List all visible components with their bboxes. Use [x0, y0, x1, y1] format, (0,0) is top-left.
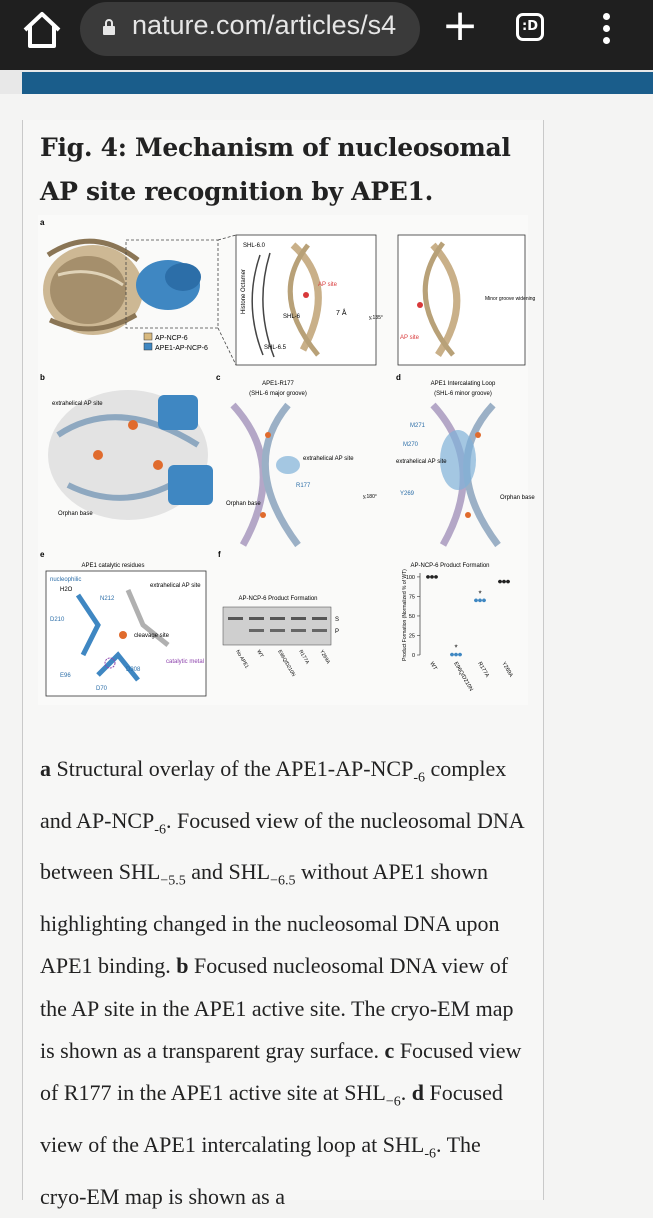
- home-icon: [21, 10, 63, 50]
- chart-point: [478, 599, 482, 603]
- panel-c-letter: c: [216, 373, 221, 382]
- caption-b-label: b: [176, 953, 189, 979]
- gel-band-product: [249, 629, 264, 632]
- chart-point: [458, 653, 462, 657]
- chart-y-tick-label: 100: [405, 574, 415, 581]
- chart-y-tick-label: 50: [408, 613, 415, 620]
- gel-lane-label: WT: [255, 649, 265, 659]
- caption-a-text4: and SHL: [185, 859, 271, 885]
- figure-caption: [40, 748, 530, 1218]
- panel-a-label-apsite-2: AP site: [400, 335, 419, 341]
- chart-significance: *: [454, 643, 458, 653]
- chart-point: [434, 575, 438, 579]
- gel-lane-label: Y269A: [318, 649, 331, 666]
- chart-category-label: E96Q/D210N: [452, 661, 474, 693]
- chart-point: [426, 575, 430, 579]
- panel-f-letter: f: [218, 550, 221, 559]
- caption-a-label: a: [40, 756, 51, 781]
- chart-y-label: Product Formation (Normalized % of WT): [402, 569, 408, 661]
- panel-e-label-cleavage: cleavage site: [134, 633, 170, 639]
- panel-e-label-nucleophilic: nucleophilic: [50, 577, 82, 583]
- panel-c-title: APE1-R177: [262, 381, 294, 387]
- gel-band-product: [312, 629, 327, 632]
- caption-a-sub3: −5.5: [160, 873, 186, 889]
- panel-e-title: APE1 catalytic residues: [81, 563, 145, 569]
- panel-d-label-orphan: Orphan base: [500, 495, 535, 501]
- plus-icon: +: [441, 0, 479, 51]
- panel-e-label-d308: D308: [126, 667, 141, 673]
- home-button[interactable]: [18, 8, 66, 52]
- panel-d-label-m271: M271: [410, 423, 426, 429]
- panel-e-label-extrahelical: extrahelical AP site: [150, 583, 201, 589]
- tab-switcher-label: :D: [522, 19, 538, 34]
- caption-c-text2: .: [400, 1080, 412, 1106]
- caption-a-text2: complex and AP-NCP: [40, 756, 507, 833]
- panel-a-label-shl65: SHL-6.5: [264, 345, 287, 351]
- panel-b-label-extrahelical: extrahelical AP site: [52, 401, 103, 407]
- gel-band-s: S: [335, 617, 340, 623]
- caption-a-text5: without APE1 shown highlighting changed in the nucleosomal DNA upon APE1 binding.: [40, 859, 500, 979]
- panel-c-label-orphan: Orphan base: [226, 501, 261, 507]
- chart-y-tick-label: 25: [408, 633, 415, 640]
- figure-title: Fig. 4: Mechanism of nucleosomal AP site recognition by APE1.: [40, 133, 511, 206]
- panel-f-gel-title: AP-NCP-6 Product Formation: [238, 596, 318, 602]
- chart-category-label: WT: [428, 661, 438, 672]
- caption-c-text: Focused view of R177 in the APE1 active site at SHL: [40, 1037, 522, 1106]
- chart-category-label: R177A: [476, 661, 490, 679]
- panel-c-label-extrahelical: extrahelical AP site: [303, 456, 354, 462]
- panel-a-label-histone: Histone Octamer: [241, 268, 247, 314]
- caption-a-sub2: -6: [154, 822, 166, 838]
- caption-c-sub: −6: [385, 1094, 401, 1110]
- gel-band-p: P: [335, 629, 340, 635]
- panel-a-label-shl60: SHL-6.0: [243, 243, 266, 249]
- figure-image[interactable]: [38, 215, 536, 705]
- panel-a-legend-1: AP-NCP-6: [155, 335, 188, 342]
- panel-d-label-m270: M270: [403, 442, 419, 448]
- panel-c-label-r177: R177: [296, 483, 311, 489]
- new-tab-button[interactable]: [436, 0, 484, 52]
- gel-band-product: [270, 629, 285, 632]
- chart-title: AP-NCP-6 Product Formation: [410, 563, 490, 569]
- chart-y-tick-label: 0: [411, 653, 415, 659]
- caption-a-sub4: −6.5: [270, 873, 296, 889]
- gel-band-substrate: [228, 617, 243, 620]
- chart-category-label: Y269A: [500, 661, 514, 679]
- chart-point: [498, 580, 502, 584]
- gel-band-product: [291, 629, 306, 632]
- chart-point: [454, 653, 458, 657]
- panel-a-label-shl6: SHL-6: [283, 314, 301, 320]
- address-bar[interactable]: [80, 2, 420, 56]
- panel-c-subtitle: (SHL-6 major groove): [249, 391, 307, 397]
- gel-band-substrate: [291, 617, 306, 620]
- panel-a-letter: a: [40, 218, 45, 227]
- panel-a-label-apsite: AP site: [318, 282, 337, 288]
- browser-toolbar: [0, 0, 653, 70]
- caption-a-sub1: -6: [413, 770, 426, 786]
- panel-c-label-rotation: y,180°: [363, 494, 377, 500]
- gel-lane-label: E96Q/D210N: [276, 649, 297, 678]
- panel-b-letter: b: [40, 373, 45, 382]
- site-header-blue-bar: [22, 72, 653, 94]
- caption-d-sub: -6: [424, 1146, 436, 1162]
- lock-icon: [102, 19, 116, 35]
- chart-y-tick-label: 75: [408, 594, 415, 601]
- panel-a-label-rotation: y,135°: [369, 315, 383, 321]
- panel-e-label-d70: D70: [96, 686, 108, 692]
- gel-band-substrate: [249, 617, 264, 620]
- chart-significance: *: [478, 589, 482, 599]
- panel-e-label-n212: N212: [100, 596, 115, 602]
- chart-point: [474, 599, 478, 603]
- panel-a-label-minor-groove: Minor groove widening: [485, 296, 536, 302]
- caption-b-text: Focused nucleosomal DNA view of the AP site in the APE1 active site. The cryo-EM map is shown as a transparent gray surface.: [40, 953, 514, 1063]
- panel-e-label-e96: E96: [60, 673, 71, 679]
- panel-e-label-h2o: H2O: [60, 587, 73, 593]
- caption-a-text: Structural overlay of the APE1-AP-NCP: [51, 756, 414, 781]
- panel-a-legend-2: APE1-AP-NCP-6: [155, 345, 208, 352]
- overflow-menu-icon[interactable]: [596, 8, 616, 52]
- panel-d-subtitle: (SHL-6 minor groove): [434, 391, 492, 397]
- tabs-icon: [516, 13, 544, 41]
- panel-e-label-catalytic-metal: catalytic metal: [166, 659, 205, 665]
- caption-a-text3: . Focused view of the nucleosomal DNA between SHL: [40, 807, 524, 885]
- panel-b-label-orphan: Orphan base: [58, 511, 93, 517]
- caption-d-text2: . The cryo-EM map is shown as a: [40, 1131, 481, 1209]
- panel-a-label-7a: 7 Å: [336, 310, 347, 317]
- panel-d-label-extrahelical: extrahelical AP site: [396, 459, 447, 465]
- panel-b-structure: [48, 390, 213, 520]
- gel-band-substrate: [270, 617, 285, 620]
- chart-point: [430, 575, 434, 579]
- panel-e-label-d210: D210: [50, 617, 65, 623]
- caption-d-label: d: [411, 1080, 425, 1106]
- caption-c-label: c: [384, 1037, 395, 1063]
- gel-image: [223, 607, 331, 645]
- chart-point: [482, 599, 486, 603]
- panel-d-letter: d: [396, 373, 401, 382]
- gel-band-substrate: [312, 617, 327, 620]
- chart-point: [506, 580, 510, 584]
- gel-lane-label: No APE1: [234, 649, 250, 670]
- chart-point: [502, 580, 506, 584]
- caption-d-text: Focused view of the APE1 intercalating loop at SHL: [40, 1080, 503, 1157]
- panel-d-label-y269: Y269: [400, 491, 415, 497]
- tab-switcher-button[interactable]: [510, 10, 550, 46]
- url-text: nature.com/articles/s4: [132, 10, 397, 40]
- chart-point: [450, 653, 454, 657]
- gel-lane-label: R177A: [297, 649, 311, 666]
- panel-d-title: APE1 Intercalating Loop: [430, 381, 496, 387]
- panel-e-letter: e: [40, 550, 45, 559]
